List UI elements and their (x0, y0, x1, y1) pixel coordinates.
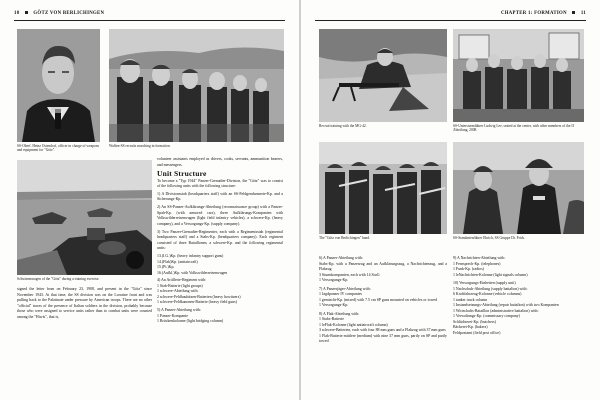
text-line: 1 Fernsprech-Kp. (telephones) (453, 261, 501, 266)
body-paragraph: signed the letter from on February 23, 1908, and present in the "Götz" since November 1943. At that time, the SS division was on the Lorraine front and was pulling back to the Palatinate under pressure by American troops. There are no other "official" traces of the presence of Italian soldiers in the division, probably because those who were assigned to service units rather than to combat units were counted among the "Hiwis", that is, (17, 287, 152, 319)
caption-officers: SS-Standartenführer Ehrich, SS Gruppe Dr. Frick. (453, 236, 526, 240)
text-line: Feldpostamt (field post office) (453, 330, 501, 335)
list-item: 16.(Aufkl.)Kp. with Volkswilderreisenwagen (157, 270, 228, 275)
right-page-header (501, 11, 586, 16)
left-page-number: 10 (14, 11, 20, 16)
list-item: 1 Panzer-Kompanie (157, 313, 188, 318)
text-line: 1 Stabs-Batterie (319, 317, 344, 321)
list-title: 5) A Panzer-Abteilung with: (157, 308, 201, 313)
structure-item-2: 2) An SS-Panzer-Aufklärungs-Abteilung (reconnaissance group) with a Panzer-Spah-Kp. (with armored cars), three Aufklärungs-Kompanien with Volkswilderreisenwagen (light field infantry vehicles), a schwere-Kp. (heavy company), and a Versorgungs-Kp. (supply company). (157, 205, 283, 226)
text-line: 9) A Nachrichten-Abteilung with: (453, 256, 506, 260)
list-title: 4) An Artillerie-Regiment with: (157, 278, 207, 283)
section-heading-unit-structure: Unit Structure (157, 169, 207, 178)
list-item: 13.(I.G.)Kp. (heavy infantry support guns) (157, 254, 224, 259)
header-rule (14, 20, 285, 21)
text-line: 1 Flak-Batterie mittlere (medium) with nine 37 mm guns, partly on SP and partly towed (319, 333, 447, 343)
caption-mg42: Recruit training with the MG-42. (319, 124, 367, 128)
band-photo (319, 142, 447, 234)
list-item: 14.(Flak)Kp. (antiaircraft) (157, 259, 198, 264)
list-item: 2 schwere-Feldhaubitzen-Batterien (heavy howitzers) (157, 294, 241, 299)
regimental-units-list (157, 254, 283, 276)
left-running-title: GÖTZ VON BERLICHINGEN (33, 11, 105, 16)
right-page-number: 11 (580, 11, 586, 16)
officers-photo (453, 142, 584, 234)
seated-group-photo (453, 29, 584, 122)
text-line: 1 gemischt-Kp. (mixed) with 7.5 cm SP guns mounted on vehicles or towed (319, 297, 438, 302)
artillery-list (157, 278, 283, 306)
text-line: 1 leFlak-Kolonne (light antiaircraft column) (319, 322, 388, 327)
caption-schwimmwagen: Schwimmwagen of the "Götz" during a training exercise. (17, 277, 100, 281)
text-line: 1 leNachrichten-Kolonne (light signals column) (453, 272, 528, 277)
text-line: 1 Nachschub-Abteilung (supply battalion) with: (453, 286, 528, 291)
header-bullet (572, 11, 575, 14)
list-item: 1 schwere-Feldkanonen-Batterie (heavy field guns) (157, 300, 237, 305)
schwimmwagen-photo (17, 160, 152, 275)
header-bullet (25, 11, 28, 14)
left-page-body-bottom (17, 287, 152, 322)
caption-marching: Waffen-SS recruits marching in formation. (109, 144, 171, 148)
text-line: 7) A Panzerjäger-Abteilung with: (319, 286, 371, 291)
text-line: 10) Versorgungs-Einheiten (supply unit) (453, 281, 516, 285)
text-line: 1 tanker truck column (453, 297, 488, 302)
text-line: 1 Wirtschafts-Bataillon (administrative battalion) with: (453, 308, 539, 313)
list-item: 1 Brückenkolonne (light bridging column) (157, 319, 224, 324)
text-line: Schlächterei-Kp. (butchers) (453, 319, 496, 324)
structure-intro: To become a "Typ 1944" Panzer-Grenadier-Division, the "Götz" was to consist of the following units with the following structure: (157, 178, 283, 188)
body-paragraph-intro: volunteer assistants employed as drivers, cooks, servants, ammunition bearers, and messengers. (157, 157, 283, 167)
list-item: 15.(Pi.)Kp. (157, 265, 175, 270)
right-page-column-2 (453, 256, 584, 336)
text-line: 1 Verwaltungs-Kp. (commissary company) (453, 314, 520, 318)
text-line: 6) A Panzer-Abteilung with: (319, 256, 363, 260)
text-line: 3 Sturmkompanien, each with 14 StuG (319, 272, 380, 277)
caption-seated-group: SS-Untersturmführer Ludwig Lee, seated at the center, with other members of the II Abteilung, 2008. (453, 124, 574, 133)
list-item: 1 Stab-Batterie (light groups) (157, 283, 203, 288)
text-line: Bäckerei-Kp. (bakers) (453, 325, 488, 329)
text-line: 3 schwere-Batterien, each with four 88 mm guns and a Flakzug with 37 mm guns (319, 328, 446, 332)
left-page-right-column (157, 157, 283, 327)
mg42-training-photo (319, 29, 447, 122)
left-page (0, 0, 299, 400)
caption-portrait: SS-Oberf. Heinz Ostendorf, officer in charge of weapons and equipment for "Götz". (17, 144, 99, 153)
right-page (301, 0, 600, 400)
right-running-title: CHAPTER 1: FORMATION (500, 11, 567, 16)
text-line: 1 Versorgungs-Kp. (319, 278, 349, 282)
text-line: 6 Kraftfahrzeug-Kolonne (vehicle columns) (453, 292, 522, 296)
right-page-column-1 (319, 256, 447, 345)
portrait-photo (17, 29, 100, 142)
text-line: 8) A Flak-Abteilung with: (319, 311, 360, 316)
text-line: Stabs-Kp. with a Panzerzug and an Aufklärungszug, a Nachrichtenzug, and a Flakzug (319, 261, 447, 271)
marching-recruits-photo (109, 29, 284, 142)
text-line: 1 Jagdpanzer IV companies (319, 292, 363, 296)
text-line: 1 Funk-Kp. (radios) (453, 267, 485, 271)
list-item: 1 schwere-Abteilung with: (157, 289, 199, 294)
caption-band: The "Götz von Berlichingen" band. (319, 236, 370, 240)
header-rule (315, 20, 586, 21)
text-line: 1 Versorgungs-Kp. (319, 303, 349, 307)
structure-item-1: 1) A Divisionsstab (headquarters staff) with an SS-Feldgendarmerie-Kp. and a Sicherungs-Kp. (157, 191, 283, 202)
text-line: 1 Instandsetzungs-Abteilung (repair battalion) with two Kompanien (453, 303, 559, 307)
structure-item-3: 3) Two Panzer-Grenadier-Regimenter, each with a Regimentsstab (regimental headquarters staff) and a Stabs-Kp. (headquarters company). Each regiment consisted of three Bataillonen, a schwere-Kp. and the following regimental units: (157, 229, 283, 251)
left-page-header (14, 11, 104, 16)
panzer-list (157, 308, 283, 325)
